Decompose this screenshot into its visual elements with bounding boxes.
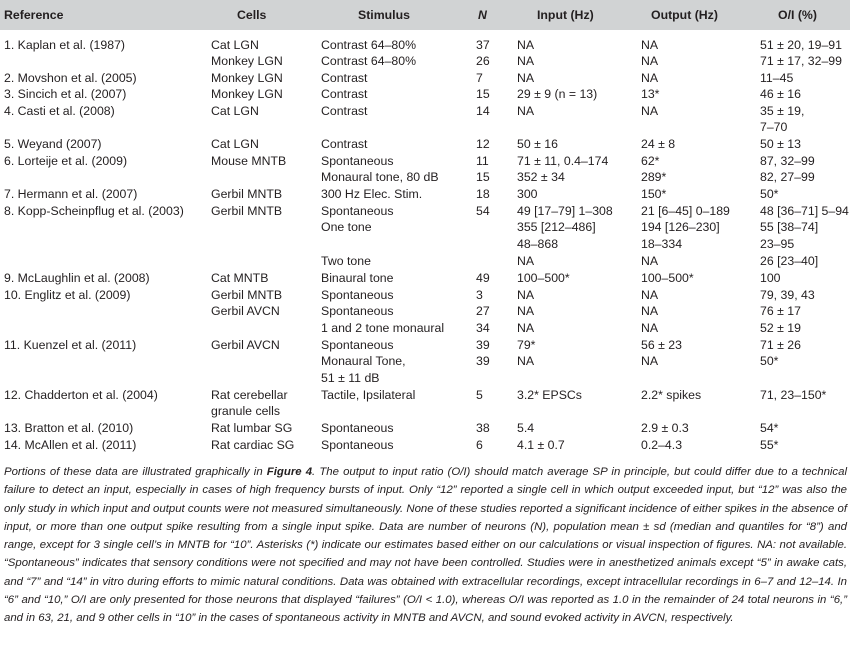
cell-stim: Spontaneous (321, 154, 394, 168)
cell-ref: 4. Casti et al. (2008) (4, 104, 115, 118)
cell-oi: 87, 32–99 (760, 154, 815, 168)
cell-input: NA (517, 254, 535, 268)
cell-input: NA (517, 354, 535, 368)
cell-n: 5 (476, 388, 483, 402)
cell-oi: 55* (760, 438, 779, 452)
cell-output: 2.2* spikes (641, 388, 702, 402)
cell-input: 300 (517, 187, 538, 201)
cell-ref: 14. McAllen et al. (2011) (4, 438, 137, 452)
cell-input: NA (517, 38, 535, 52)
cell-ref: 11. Kuenzel et al. (2011) (4, 338, 137, 352)
cell-stim: Contrast (321, 104, 368, 118)
cell-stim: One tone (321, 220, 372, 234)
cell-ref: 12. Chadderton et al. (2004) (4, 388, 158, 402)
cell-ref: 5. Weyand (2007) (4, 137, 102, 151)
cell-stim: Spontaneous (321, 421, 394, 435)
cell-ref: 3. Sincich et al. (2007) (4, 87, 127, 101)
cell-cells: Cat MNTB (211, 271, 269, 285)
cell-n: 6 (476, 438, 483, 452)
cell-n: 3 (476, 288, 483, 302)
cell-oi: 79, 39, 43 (760, 288, 815, 302)
table-header-bar (0, 0, 850, 30)
cell-oi: 7–70 (760, 120, 788, 134)
cell-input: NA (517, 71, 535, 85)
cell-output: 18–334 (641, 237, 683, 251)
cell-ref: 6. Lorteije et al. (2009) (4, 154, 128, 168)
cell-cells: Gerbil MNTB (211, 288, 283, 302)
cell-output: NA (641, 104, 659, 118)
cell-cells: Cat LGN (211, 104, 259, 118)
cell-output: NA (641, 71, 659, 85)
cell-n: 27 (476, 304, 490, 318)
cell-cells: Gerbil AVCN (211, 338, 280, 352)
cell-output: NA (641, 38, 659, 52)
cell-output: NA (641, 54, 659, 68)
cell-input: 49 [17–79] 1–308 (517, 204, 613, 218)
cell-cells: Monkey LGN (211, 54, 283, 68)
cell-cells: Gerbil MNTB (211, 187, 283, 201)
cell-output: 0.2–4.3 (641, 438, 683, 452)
cell-stim: Binaural tone (321, 271, 394, 285)
cell-n: 49 (476, 271, 490, 285)
cell-stim: Spontaneous (321, 304, 394, 318)
cell-n: 14 (476, 104, 490, 118)
cell-oi: 71, 23–150* (760, 388, 827, 402)
cell-cells: Gerbil MNTB (211, 204, 283, 218)
cell-n: 18 (476, 187, 490, 201)
cell-stim: Contrast 64–80% (321, 54, 417, 68)
cell-n: 54 (476, 204, 490, 218)
cell-cells: Rat cerebellar (211, 388, 288, 402)
cell-output: 56 ± 23 (641, 338, 682, 352)
cell-ref: 2. Movshon et al. (2005) (4, 71, 137, 85)
cell-cells: Mouse MNTB (211, 154, 287, 168)
cell-oi: 48 [36–71] 5–94 (760, 204, 849, 218)
cell-input: NA (517, 54, 535, 68)
cell-oi: 100 (760, 271, 781, 285)
table-footnote (4, 463, 847, 628)
cell-oi: 54* (760, 421, 779, 435)
cell-output: 24 ± 8 (641, 137, 676, 151)
cell-n: 15 (476, 170, 490, 184)
cell-input: NA (517, 304, 535, 318)
footnote-text-1: Portions of these data are illustrated graphically in (4, 466, 267, 478)
cell-oi: 50* (760, 187, 779, 201)
cell-n: 26 (476, 54, 490, 68)
cell-output: NA (641, 254, 659, 268)
cell-cells: granule cells (211, 404, 281, 418)
cell-stim: Monaural tone, 80 dB (321, 170, 439, 184)
cell-stim: Contrast (321, 137, 368, 151)
cell-stim: Contrast (321, 71, 368, 85)
col-header-n: N (478, 8, 487, 22)
cell-output: NA (641, 304, 659, 318)
cell-n: 34 (476, 321, 490, 335)
cell-output: NA (641, 288, 659, 302)
cell-oi: 51 ± 20, 19–91 (760, 38, 842, 52)
cell-oi: 35 ± 19, (760, 104, 805, 118)
cell-oi: 52 ± 19 (760, 321, 801, 335)
cell-cells: Monkey LGN (211, 71, 283, 85)
cell-oi: 46 ± 16 (760, 87, 801, 101)
cell-oi: 23–95 (760, 237, 795, 251)
cell-n: 38 (476, 421, 490, 435)
cell-output: NA (641, 321, 659, 335)
cell-input: 4.1 ± 0.7 (517, 438, 565, 452)
cell-stim: 300 Hz Elec. Stim. (321, 187, 423, 201)
cell-n: 37 (476, 38, 490, 52)
cell-oi: 26 [23–40] (760, 254, 819, 268)
cell-output: 289* (641, 170, 667, 184)
cell-ref: 9. McLaughlin et al. (2008) (4, 271, 150, 285)
cell-ref: 13. Bratton et al. (2010) (4, 421, 134, 435)
footnote-figure-ref: Figure 4 (266, 466, 313, 478)
cell-input: 5.4 (517, 421, 535, 435)
cell-output: 2.9 ± 0.3 (641, 421, 689, 435)
cell-input: NA (517, 288, 535, 302)
cell-n: 7 (476, 71, 483, 85)
cell-n: 39 (476, 354, 490, 368)
cell-stim: Monaural Tone, (321, 354, 406, 368)
cell-ref: 1. Kaplan et al. (1987) (4, 38, 125, 52)
cell-stim: Two tone (321, 254, 371, 268)
cell-stim: Spontaneous (321, 338, 394, 352)
cell-cells: Rat cardiac SG (211, 438, 295, 452)
cell-stim: 1 and 2 tone monaural (321, 321, 445, 335)
cell-stim: Contrast 64–80% (321, 38, 417, 52)
cell-oi: 55 [38–74] (760, 220, 819, 234)
footnote-text-2: . The output to input ratio (O/I) should match average SP in principle, but could differ due to a technical failure to detect an input, especially in cases of high frequency bursts of input. Only “12” reported a single cell in which output exceeded input, but “12” was also the only study in which input and output counts were not measured simultaneously. None of these studies reported a significant incidence of either spikes in the absence of input, or more than one output spike resulting from a single input spike. Data are number of neurons (N), population mean ± sd (median and quantiles for “8”) and range, except for 3 single cell’s in MNTB for “10”. Asterisks (*) indicate our estimates based either on our calculations or visual inspection of figures. NA: not available. “Spontaneous” indicates that sensory conditions were not specified and may not have been controlled. Studies were in anesthetized animals except “5” in awake cats, and “7” and “14” in vitro during efforts to mimic natural conditions. Data was obtained with extracellular recordings, except intracellular recordings in 6–7 and 12–14. In “6” and “10,” O/I are only presented for those neurons that displayed “failures” (O/I < 1.0), whereas O/I was reported as 1.0 in the remainder of 24 total neurons in “6,” and in 63, 21, and 9 other cells in “10” in the cases of spontaneous activity in MNTB and AVCN, and sound evoked activity in AVCN, respectively. (4, 466, 847, 625)
cell-oi: 50* (760, 354, 779, 368)
cell-input: 50 ± 16 (517, 137, 558, 151)
cell-cells: Rat lumbar SG (211, 421, 293, 435)
col-header-stimulus: Stimulus (358, 8, 410, 22)
cell-output: 13* (641, 87, 660, 101)
col-header-cells: Cells (237, 8, 267, 22)
cell-input: 352 ± 34 (517, 170, 565, 184)
cell-n: 12 (476, 137, 490, 151)
cell-output: 150* (641, 187, 667, 201)
cell-cells: Cat LGN (211, 38, 259, 52)
col-header-reference: Reference (4, 8, 64, 22)
cell-input: 100–500* (517, 271, 570, 285)
cell-stim: Tactile, Ipsilateral (321, 388, 416, 402)
cell-ref: 10. Englitz et al. (2009) (4, 288, 131, 302)
cell-oi: 76 ± 17 (760, 304, 801, 318)
cell-stim: Contrast (321, 87, 368, 101)
cell-oi: 71 ± 26 (760, 338, 801, 352)
cell-input: 79* (517, 338, 536, 352)
cell-output: NA (641, 354, 659, 368)
cell-output: 21 [6–45] 0–189 (641, 204, 730, 218)
cell-ref: 7. Hermann et al. (2007) (4, 187, 138, 201)
cell-output: 194 [126–230] (641, 220, 720, 234)
cell-stim: Spontaneous (321, 204, 394, 218)
cell-input: 3.2* EPSCs (517, 388, 582, 402)
cell-input: 71 ± 11, 0.4–174 (517, 154, 609, 168)
cell-input: NA (517, 104, 535, 118)
cell-cells: Cat LGN (211, 137, 259, 151)
cell-stim: 51 ± 11 dB (321, 371, 380, 385)
cell-stim: Spontaneous (321, 438, 394, 452)
cell-oi: 71 ± 17, 32–99 (760, 54, 842, 68)
cell-output: 62* (641, 154, 660, 168)
cell-input: 29 ± 9 (n = 13) (517, 87, 598, 101)
col-header-input: Input (Hz) (537, 8, 594, 22)
cell-stim: Spontaneous (321, 288, 394, 302)
cell-output: 100–500* (641, 271, 694, 285)
cell-ref: 8. Kopp-Scheinpflug et al. (2003) (4, 204, 184, 218)
cell-oi: 50 ± 13 (760, 137, 801, 151)
cell-input: NA (517, 321, 535, 335)
cell-oi: 11–45 (760, 71, 794, 85)
cell-oi: 82, 27–99 (760, 170, 815, 184)
cell-n: 11 (476, 154, 489, 168)
cell-cells: Gerbil AVCN (211, 304, 280, 318)
cell-n: 39 (476, 338, 490, 352)
col-header-output: Output (Hz) (651, 8, 718, 22)
col-header-oi: O/I (%) (778, 8, 817, 22)
cell-input: 355 [212–486] (517, 220, 596, 234)
cell-input: 48–868 (517, 237, 559, 251)
cell-n: 15 (476, 87, 490, 101)
cell-cells: Monkey LGN (211, 87, 283, 101)
